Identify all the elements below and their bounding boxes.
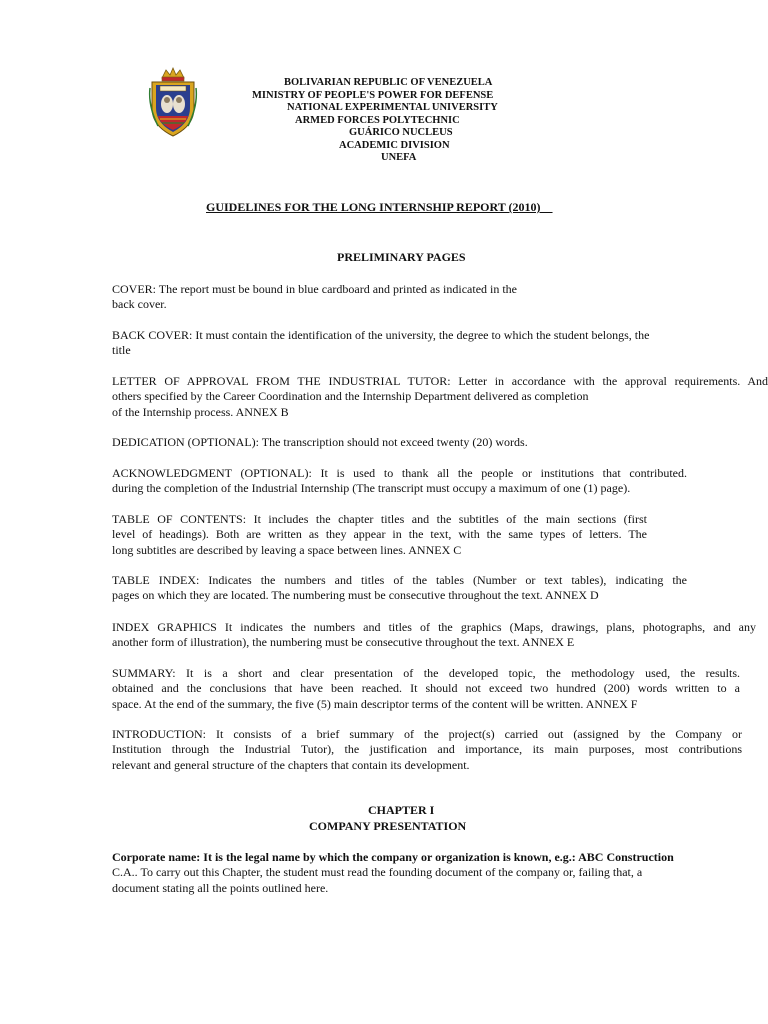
text-line: pages on which they are located. The numbering must be consecutive throughout the text. ANNEX D bbox=[112, 588, 599, 603]
index-graphics-paragraph bbox=[112, 620, 756, 651]
text-line: obtained and the conclusions that have been reached. It should not exceed two hundred (200) words written to a bbox=[112, 681, 740, 696]
text-line: TABLE OF CONTENTS: It includes the chapter titles and the subtitles of the main sections (first bbox=[112, 512, 647, 526]
text-line: during the completion of the Industrial Internship (The transcript must occupy a maximum of one (1) page). bbox=[112, 481, 631, 496]
header-republic: BOLIVARIAN REPUBLIC OF VENEZUELA bbox=[284, 77, 493, 88]
text-line: title bbox=[112, 343, 131, 358]
summary-paragraph bbox=[112, 666, 740, 712]
text-line: document stating all the points outlined here. bbox=[112, 880, 329, 895]
text-line: COVER: The report must be bound in blue cardboard and printed as indicated in the bbox=[112, 282, 518, 296]
chapter-title: COMPANY PRESENTATION bbox=[309, 819, 467, 833]
text-line: C.A.. To carry out this Chapter, the student must read the founding document of the company or, failing that, a bbox=[112, 865, 643, 880]
text-line: space. At the end of the summary, the five (5) main descriptor terms of the content will be written. ANNEX F bbox=[112, 696, 638, 711]
header-nucleus: GUÁRICO NUCLEUS bbox=[349, 127, 453, 138]
text-line: Institution through the Industrial Tutor), the justification and importance, its main purposes, most contributions bbox=[112, 742, 742, 757]
back-cover-paragraph bbox=[112, 328, 768, 359]
table-index-paragraph bbox=[112, 573, 687, 604]
header-polytechnic: ARMED FORCES POLYTECHNIC bbox=[295, 114, 460, 126]
text-line: TABLE INDEX: Indicates the numbers and titles of the tables (Number or text tables), indicating the bbox=[112, 573, 687, 587]
header-acronym: UNEFA bbox=[381, 152, 417, 163]
text-line: LETTER OF APPROVAL FROM THE INDUSTRIAL TUTOR: Letter in accordance with the approval requirements. And bbox=[112, 374, 768, 388]
text-line: INDEX GRAPHICS It indicates the numbers and titles of the graphics (Maps, drawings, plans, photographs, and any bbox=[112, 620, 756, 634]
document-title: GUIDELINES FOR THE LONG INTERNSHIP REPORT (2010) bbox=[206, 200, 553, 214]
header-division: ACADEMIC DIVISION bbox=[339, 139, 450, 151]
text-line: ACKNOWLEDGMENT (OPTIONAL): It is used to thank all the people or institutions that contributed. bbox=[112, 466, 687, 480]
preliminary-pages-heading: PRELIMINARY PAGES bbox=[337, 250, 466, 264]
text-line: others specified by the Career Coordination and the Internship Department delivered as completion bbox=[112, 389, 589, 404]
corporate-name-definition: Corporate name: It is the legal name by which the company or organization is known, e.g.: ABC Construction bbox=[112, 850, 674, 864]
text-line: back cover. bbox=[112, 297, 167, 312]
letter-of-approval-paragraph bbox=[112, 374, 768, 420]
chapter-number: CHAPTER I bbox=[368, 803, 435, 817]
corporate-name-paragraph bbox=[112, 850, 768, 896]
text-line: INTRODUCTION: It consists of a brief summary of the project(s) carried out (assigned by the Company or bbox=[112, 727, 742, 741]
header-ministry: MINISTRY OF PEOPLE'S POWER FOR DEFENSE bbox=[252, 89, 494, 101]
text-line: long subtitles are described by leaving a space between lines. ANNEX C bbox=[112, 542, 462, 557]
text-line: of the Internship process. ANNEX B bbox=[112, 404, 289, 419]
text-line: DEDICATION (OPTIONAL): The transcription should not exceed twenty (20) words. bbox=[112, 435, 528, 449]
text-line: another form of illustration), the numbering must be consecutive throughout the text. ANNEX E bbox=[112, 635, 575, 650]
text-line: relevant and general structure of the chapters that contain its development. bbox=[112, 757, 470, 772]
university-crest-logo bbox=[148, 66, 198, 140]
acknowledgment-paragraph bbox=[112, 466, 687, 497]
text-line: level of headings). Both are written as they appear in the text, with the same types of letters. The bbox=[112, 527, 647, 542]
header-university: NATIONAL EXPERIMENTAL UNIVERSITY bbox=[287, 102, 498, 113]
text-line: SUMMARY: It is a short and clear presentation of the developed topic, the methodology used, the results. bbox=[112, 666, 740, 680]
cover-paragraph bbox=[112, 282, 768, 313]
table-of-contents-paragraph bbox=[112, 512, 647, 558]
text-line: BACK COVER: It must contain the identification of the university, the degree to which the student belongs, the bbox=[112, 328, 650, 342]
dedication-paragraph bbox=[112, 435, 768, 450]
introduction-paragraph bbox=[112, 727, 742, 773]
